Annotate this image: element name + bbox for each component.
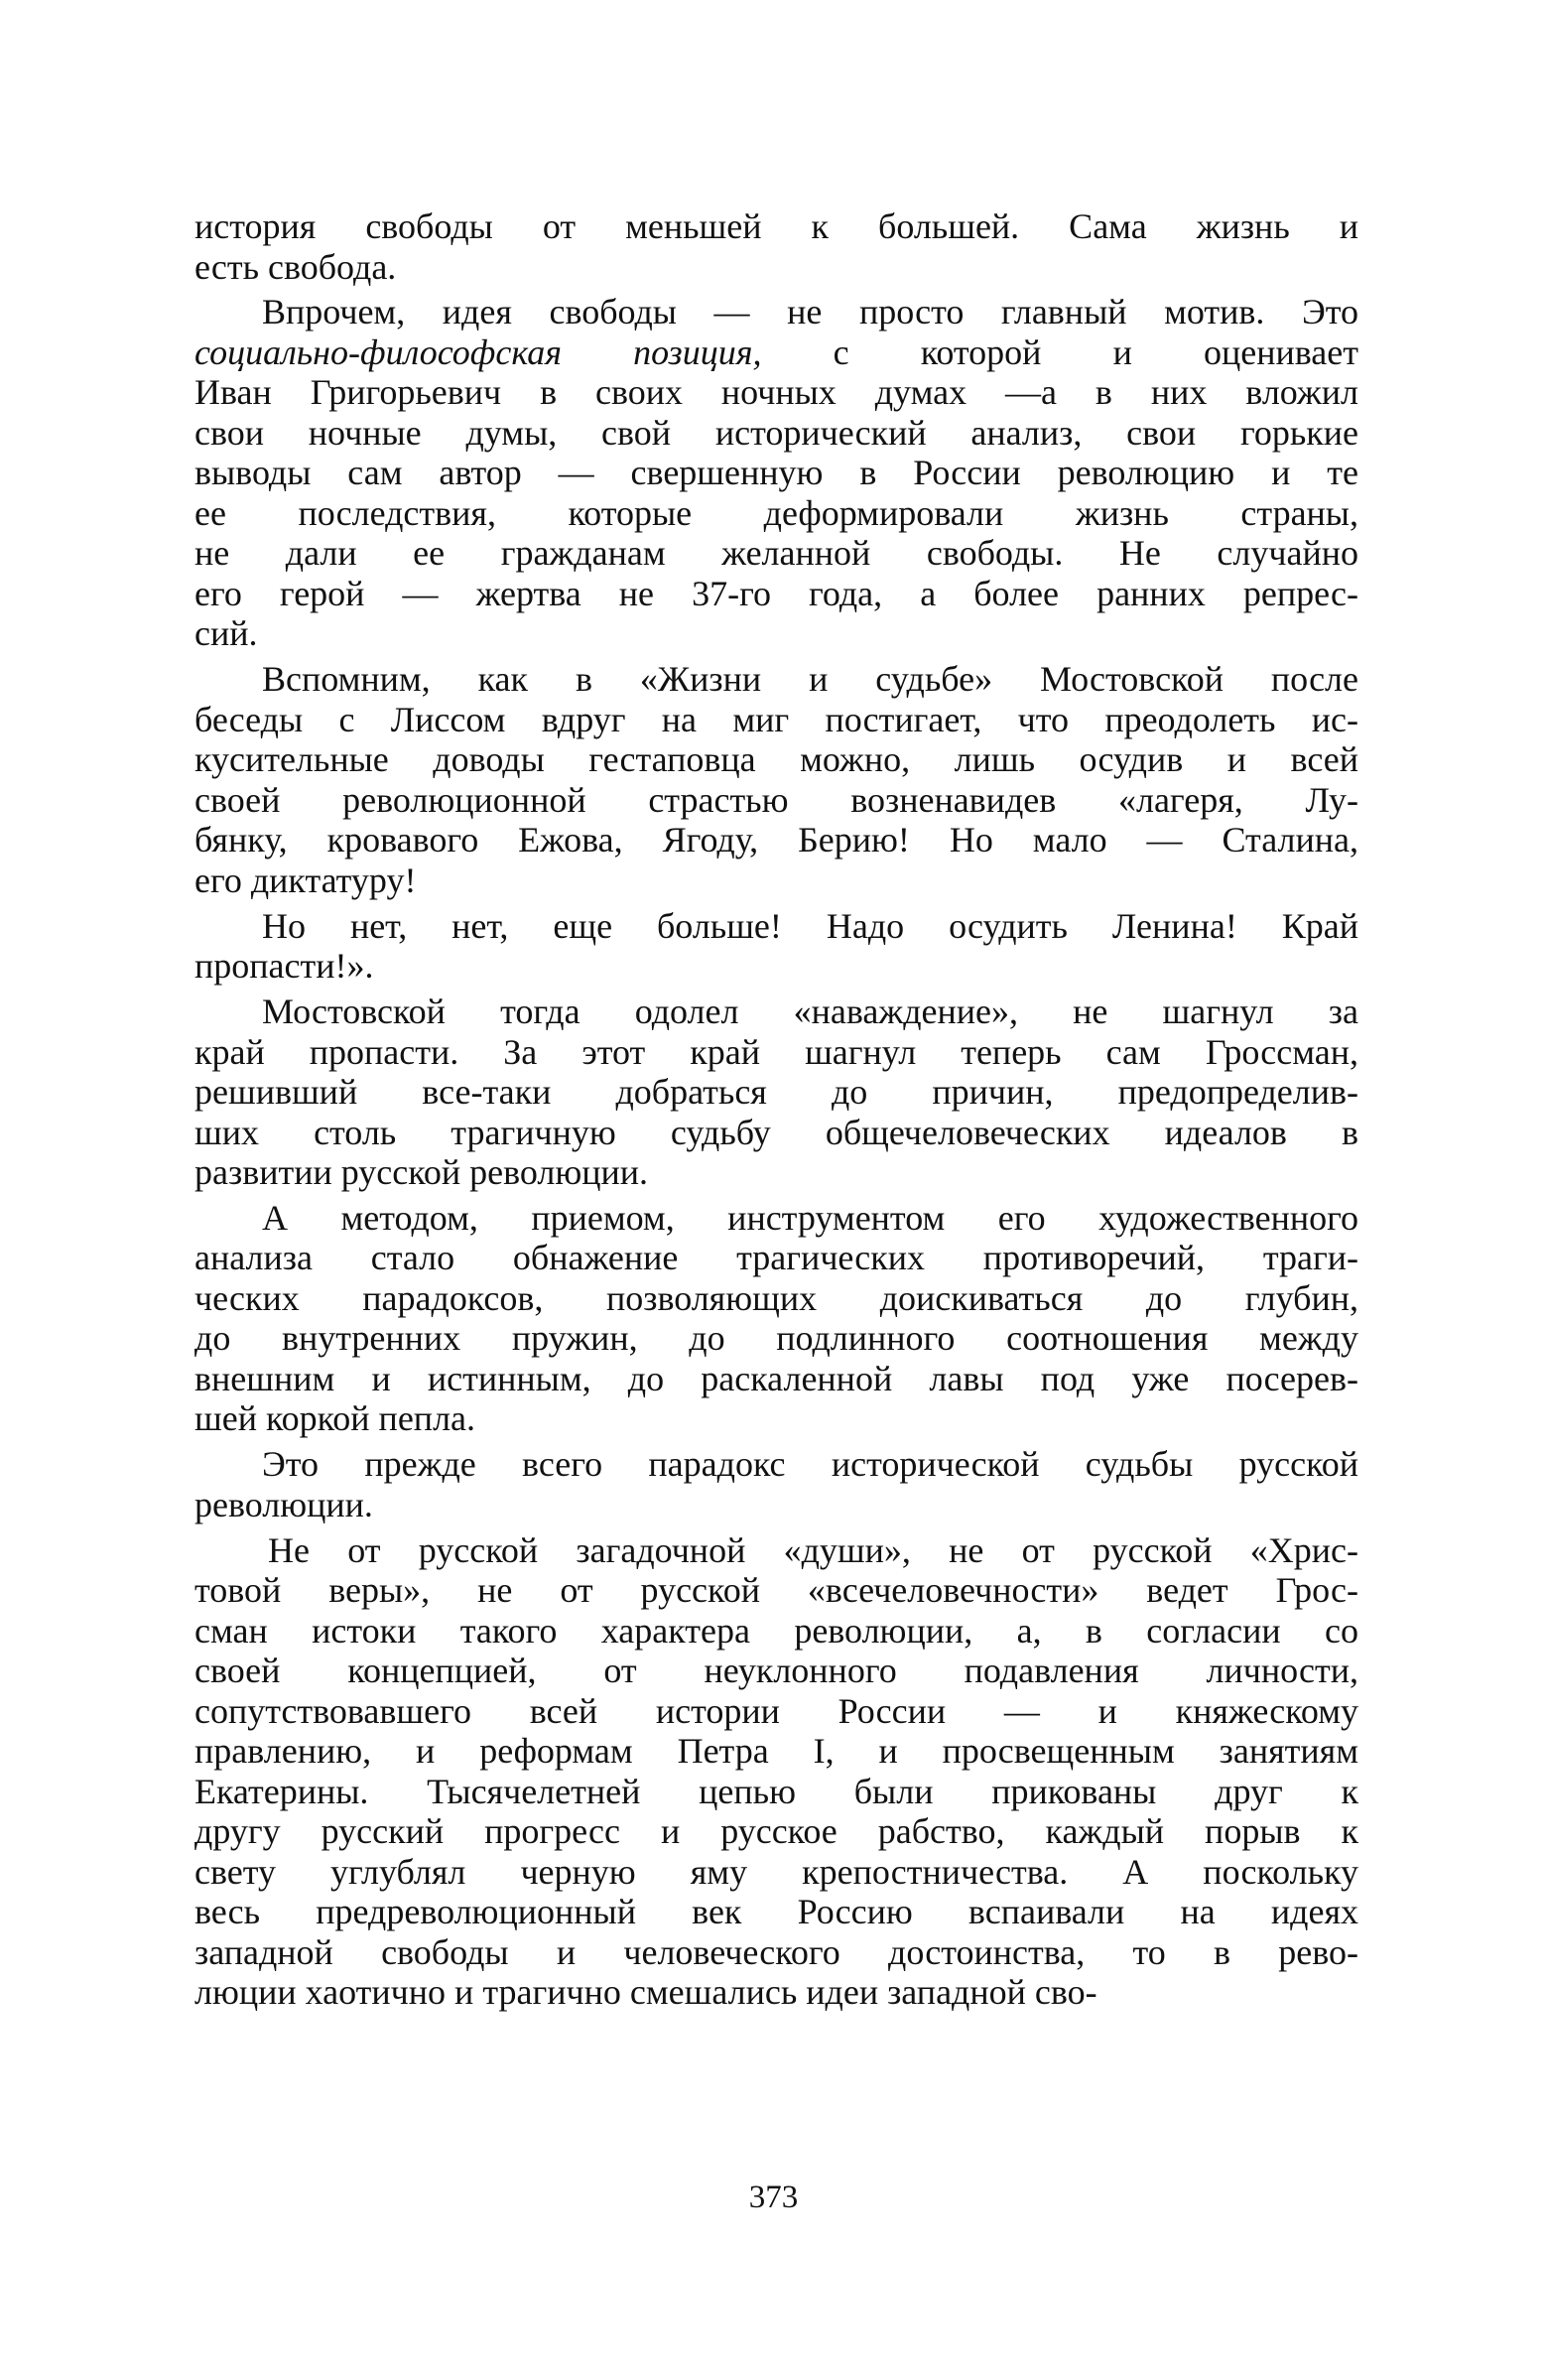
- text-line: [194, 1811, 1358, 1852]
- text-line: [194, 613, 1358, 654]
- text-run: беседы с Лиссом вдруг на миг постигает, что преодолеть ис-: [194, 699, 1358, 739]
- text-line: [194, 700, 1358, 740]
- text-line: [194, 206, 1358, 247]
- text-run: Мостовской тогда одолел «наваждение», не шагнул за: [262, 992, 1358, 1032]
- text-line: [194, 332, 1358, 373]
- paragraph: [194, 1444, 1358, 1524]
- text-line: [194, 946, 1358, 987]
- text-run: Вспомним, как в «Жизни и судьбе» Мостовской после: [262, 659, 1358, 700]
- text-line: [194, 820, 1358, 860]
- text-line: [194, 1032, 1358, 1073]
- text-line: [194, 574, 1358, 614]
- text-run: Екатерины. Тысячелетней цепью были прикованы друг к: [194, 1771, 1358, 1811]
- text-run: товой веры», не от русской «всечеловечности» ведет Грос-: [194, 1570, 1358, 1611]
- text-run: бянку, кровавого Ежова, Ягоду, Берию! Но мало — Сталина,: [194, 820, 1358, 860]
- text-run: край пропасти. За этот край шагнул теперь сам Гроссман,: [194, 1031, 1358, 1072]
- text-run: анализа стало обнажение трагических противоречий, траги-: [194, 1238, 1358, 1278]
- text-run: Впрочем, идея свободы — не просто главный мотив. Это: [262, 292, 1358, 332]
- paragraph: [194, 206, 1358, 287]
- text-line: [194, 1772, 1358, 1812]
- text-line: [194, 372, 1358, 413]
- text-run: сий.: [194, 613, 258, 654]
- text-run: ческих парадоксов, позволяющих доискиваться до глубин,: [194, 1277, 1358, 1318]
- text-run: Иван Григорьевич в своих ночных думах —а в них вложил: [194, 372, 1358, 413]
- text-run: с которой и оценивает: [761, 331, 1358, 372]
- text-run: весь предреволюционный век Россию вспаивали на идеях: [194, 1892, 1358, 1932]
- text-line: [194, 1731, 1358, 1772]
- text-run: правлению, и реформам Петра I, и просвещенным занятиям: [194, 1731, 1358, 1772]
- text-run: западной свободы и человеческого достоинства, то в рево-: [194, 1931, 1358, 1972]
- text-run: не дали ее гражданам желанной свободы. Не случайно: [194, 533, 1358, 574]
- text-run: сопутствовавшего всей истории России — и княжескому: [194, 1690, 1358, 1731]
- text-line: [194, 1611, 1358, 1652]
- text-run: революции.: [194, 1484, 373, 1524]
- text-run: А методом, приемом, инструментом его художественного: [262, 1197, 1358, 1238]
- text-run: Но нет, нет, еще больше! Надо осудить Ленина! Край: [262, 905, 1358, 946]
- text-line: [194, 780, 1358, 821]
- text-line: [194, 1238, 1358, 1278]
- text-line: [194, 1278, 1358, 1319]
- text-run: свои ночные думы, свой исторический анализ, свои горькие: [194, 412, 1358, 453]
- paragraph: [194, 1198, 1358, 1439]
- text-line: [194, 1359, 1358, 1399]
- text-run: ее последствия, которые деформировали жизнь страны,: [194, 492, 1358, 533]
- text-line: [194, 992, 1358, 1032]
- paragraph: [194, 906, 1358, 987]
- text-line: [194, 1444, 1358, 1485]
- text-line: [194, 1570, 1358, 1611]
- text-line: [194, 1852, 1358, 1893]
- text-line: [194, 292, 1358, 332]
- text-line: [194, 1318, 1358, 1359]
- text-line: [194, 1198, 1358, 1239]
- text-line: [194, 493, 1358, 534]
- text-line: [194, 1691, 1358, 1732]
- text-run: Это прежде всего парадокс исторической судьбы русской: [262, 1444, 1358, 1485]
- text-run: другу русский прогресс и русское рабство, каждый порыв к: [194, 1811, 1358, 1852]
- text-run: Не от русской загадочной «души», не от русской «Хрис-: [268, 1529, 1358, 1570]
- page-number: 373: [748, 2180, 799, 2215]
- text-line: [194, 1398, 1358, 1439]
- text-line: [194, 1152, 1358, 1193]
- paragraph: [194, 1530, 1358, 2013]
- text-run: пропасти!».: [194, 946, 374, 987]
- text-line: [194, 860, 1358, 901]
- text-run: есть свобода.: [194, 246, 397, 287]
- text-run: история свободы от меньшей к большей. Сама жизнь и: [194, 206, 1358, 246]
- text-run: шей коркой пепла.: [194, 1398, 476, 1439]
- text-line: [194, 1485, 1358, 1525]
- text-run: его герой — жертва не 37-го года, а более ранних репрес-: [194, 573, 1358, 613]
- text-line: [194, 1892, 1358, 1932]
- text-run: своей революционной страстью возненавидев «лагеря, Лу-: [194, 779, 1358, 820]
- text-run: до внутренних пружин, до подлинного соотношения между: [194, 1318, 1358, 1359]
- text-run: внешним и истинным, до раскаленной лавы под уже посерев-: [194, 1358, 1358, 1398]
- text-line: [194, 1113, 1358, 1153]
- text-line: [194, 1072, 1358, 1113]
- text-run: ших столь трагичную судьбу общечеловеческих идеалов в: [194, 1112, 1358, 1152]
- text-line: [194, 247, 1358, 288]
- text-line: [194, 1530, 1358, 1571]
- body-text: [194, 206, 1358, 2018]
- text-run: сман истоки такого характера революции, а, в согласии со: [194, 1610, 1358, 1651]
- text-line: [194, 1932, 1358, 1973]
- text-run: кусительные доводы гестаповца можно, лишь осудив и всей: [194, 739, 1358, 780]
- text-run: люции хаотично и трагично смешались идеи западной сво-: [194, 1972, 1097, 2013]
- text-line: [194, 659, 1358, 700]
- paragraph: [194, 292, 1358, 654]
- text-line: [194, 1972, 1358, 2013]
- paragraph: [194, 992, 1358, 1193]
- text-line: [194, 906, 1358, 947]
- text-run: решивший все-таки добраться до причин, предопределив-: [194, 1072, 1358, 1113]
- text-line: [194, 739, 1358, 780]
- text-run: его диктатуру!: [194, 859, 417, 900]
- text-line: [194, 453, 1358, 493]
- text-run: развитии русской революции.: [194, 1152, 649, 1193]
- text-run: выводы сам автор — свершенную в России революцию и те: [194, 453, 1358, 493]
- text-run: свету углублял черную яму крепостничества. А поскольку: [194, 1851, 1358, 1892]
- text-line: [194, 1651, 1358, 1691]
- italic-text: социально-философская позиция,: [194, 331, 762, 372]
- text-run: своей концепцией, от неуклонного подавления личности,: [194, 1651, 1358, 1691]
- text-line: [194, 533, 1358, 574]
- text-line: [194, 413, 1358, 454]
- paragraph: [194, 659, 1358, 900]
